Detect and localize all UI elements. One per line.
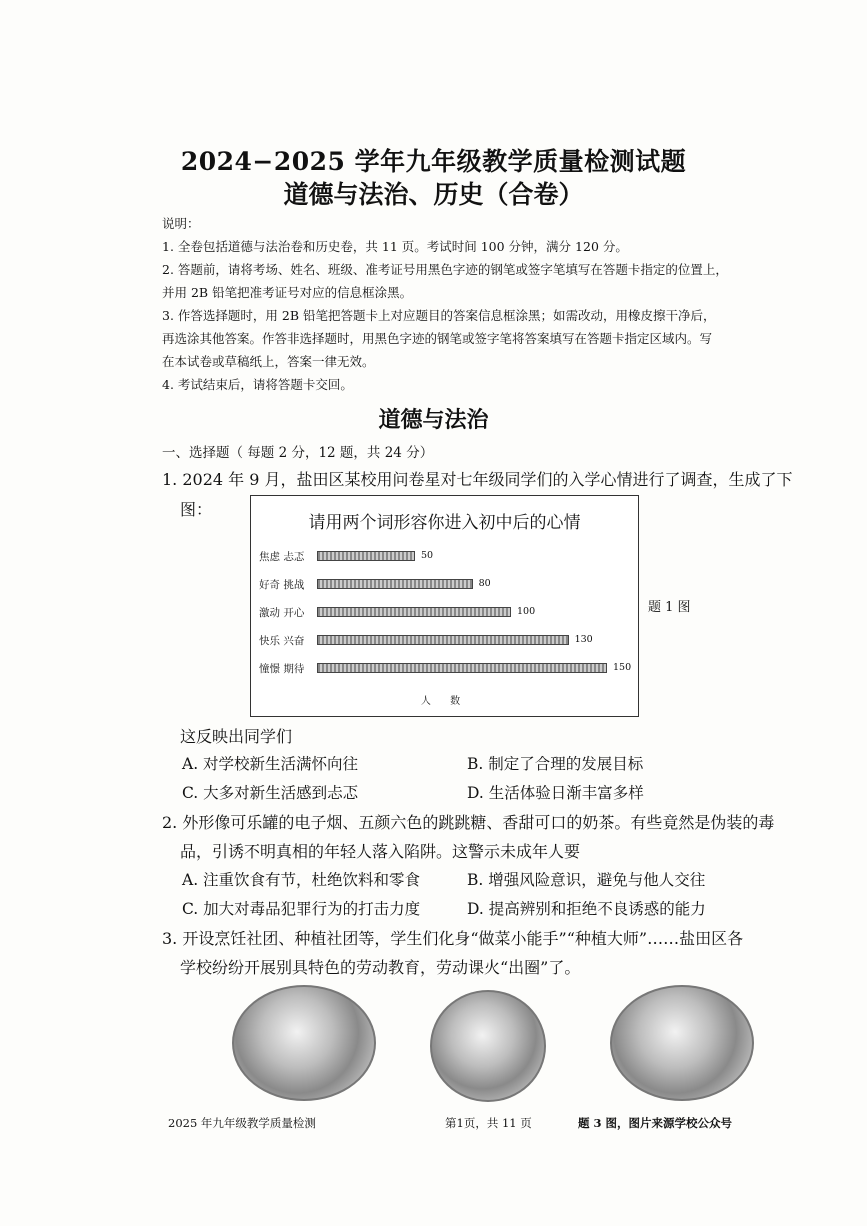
footer-left: 2025 年九年级教学质量检测 (168, 1116, 316, 1130)
chart-category-label: 憧憬 期待 (259, 663, 305, 675)
note-line: 4. 考试结束后，请将答题卡交回。 (162, 377, 353, 392)
q1-option-b: B. 制定了合理的发展目标 (467, 755, 644, 773)
chart-category-label: 好奇 挑战 (259, 579, 305, 591)
chart-category-label: 快乐 兴奋 (259, 635, 305, 647)
q1-option-a: A. 对学校新生活满怀向往 (182, 755, 359, 773)
chart-value-label: 80 (478, 578, 491, 589)
chart-value-label: 150 (613, 662, 632, 673)
chart-value-label: 100 (517, 606, 536, 617)
q2-stem-line1: 2. 外形像可乐罐的电子烟、五颜六色的跳跳糖、香甜可口的奶茶。有些竟然是伪装的毒 (162, 813, 775, 832)
chart-category-label: 激动 开心 (259, 607, 305, 619)
q1-figure-caption: 题 1 图 (648, 600, 691, 615)
q1-stem-line2: 图： (180, 500, 213, 519)
q2-option-d: D. 提高辨别和拒绝不良诱惑的能力 (467, 900, 706, 918)
section-title: 道德与法治 (378, 407, 489, 433)
note-line: 并用 2B 铅笔把准考证号对应的信息框涂黑。 (162, 285, 413, 300)
q3-photo-labor (610, 985, 754, 1101)
note-line: 3. 作答选择题时，用 2B 铅笔把答题卡上对应题目的答案信息框涂黑；如需改动，用橡皮擦干净后， (162, 308, 716, 323)
note-line: 2. 答题前，请将考场、姓名、班级、准考证号用黑色字迹的钢笔或签字笔填写在答题卡指定的位置上， (162, 262, 728, 277)
chart-bar (317, 551, 415, 561)
chart-bar (317, 663, 607, 673)
chart-category-label: 焦虑 忐忑 (259, 551, 305, 563)
notes-heading: 说明： (162, 216, 200, 231)
footer-page-number: 第1页，共 11 页 (445, 1116, 532, 1130)
q2-option-b: B. 增强风险意识，避免与他人交往 (467, 871, 706, 889)
exam-subtitle: 道德与法治、历史（合卷） (283, 180, 584, 209)
q3-photo-planting (430, 990, 546, 1102)
q2-stem-line2: 品，引诱不明真相的年轻人落入陷阱。这警示未成年人要 (180, 842, 581, 861)
exam-title: 2024−2025 学年九年级教学质量检测试题 (180, 147, 687, 176)
q1-option-d: D. 生活体验日渐丰富多样 (467, 784, 644, 802)
q1-stem-end: 这反映出同学们 (180, 727, 293, 746)
q1-stem-line1: 1. 2024 年 9 月，盐田区某校用问卷星对七年级同学们的入学心情进行了调查，生成了下 (162, 470, 793, 489)
q1-option-c: C. 大多对新生活感到忐忑 (182, 784, 359, 802)
q2-option-c: C. 加大对毒品犯罪行为的打击力度 (182, 900, 421, 918)
q1-bar-chart (250, 495, 639, 717)
chart-bar (317, 635, 569, 645)
chart-title: 请用两个词形容你进入初中后的心情 (308, 513, 581, 533)
part-heading: 一、选择题（ 每题 2 分，12 题，共 24 分） (162, 445, 434, 461)
chart-value-label: 130 (574, 634, 593, 645)
q2-option-a: A. 注重饮食有节，杜绝饮料和零食 (182, 871, 421, 889)
chart-x-axis-label: 人 数 (420, 696, 469, 707)
q3-stem-line2: 学校纷纷开展别具特色的劳动教育，劳动课火“出圈”了。 (180, 958, 581, 977)
q3-stem-line1: 3. 开设烹饪社团、种植社团等，学生们化身“做菜小能手”“种植大师”……盐田区各 (162, 929, 744, 948)
note-line: 再选涂其他答案。作答非选择题时，用黑色字迹的钢笔或签字笔将答案填写在答题卡指定区域内。写 (162, 331, 713, 346)
footer-right: 题 3 图，图片来源学校公众号 (578, 1116, 733, 1130)
chart-bar (317, 579, 473, 589)
q3-photo-cooking (232, 985, 376, 1101)
note-line: 1. 全卷包括道德与法治卷和历史卷，共 11 页。考试时间 100 分钟，满分 120 分。 (162, 239, 628, 254)
chart-bar (317, 607, 511, 617)
note-line: 在本试卷或草稿纸上，答案一律无效。 (162, 354, 375, 369)
chart-value-label: 50 (421, 550, 434, 561)
